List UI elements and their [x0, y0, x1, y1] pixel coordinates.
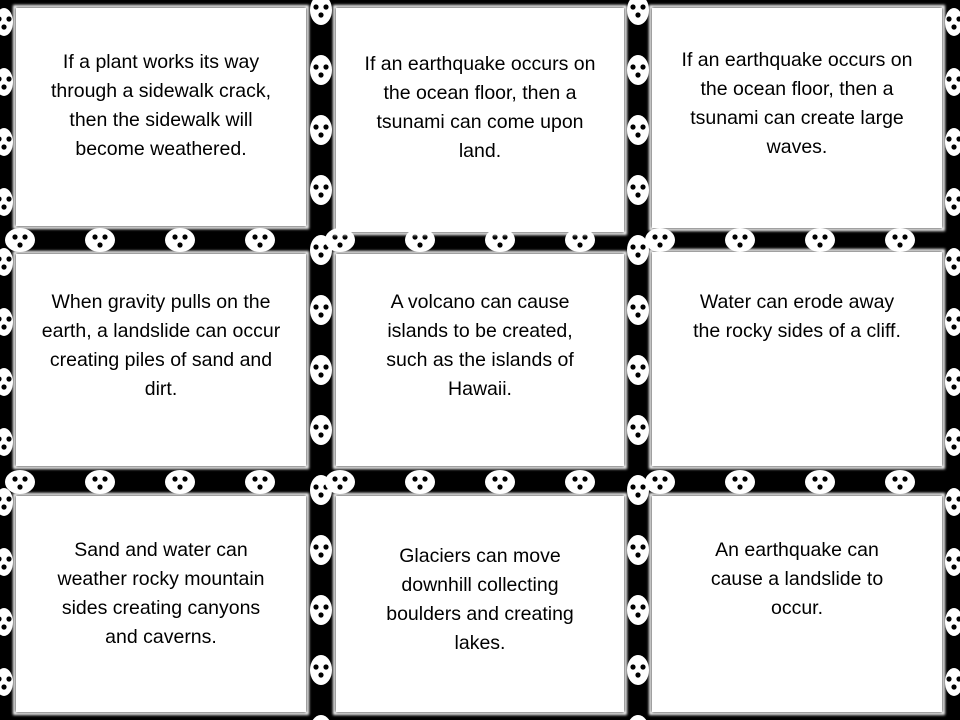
puff-eye [318, 492, 323, 497]
horizontal-gutter-puff [645, 228, 675, 252]
puff-eye [6, 316, 11, 321]
puff-eye [502, 234, 507, 239]
puff-eye [318, 192, 323, 197]
puff-eye [1, 24, 6, 29]
vertical-gutter-puff [310, 55, 332, 85]
puff-eye [497, 242, 502, 247]
puff-eye [951, 444, 956, 449]
puff-eye [323, 604, 328, 609]
puff-eye [951, 24, 956, 29]
puff-eye [630, 364, 635, 369]
puff-eye [635, 132, 640, 137]
puff-eye [812, 234, 817, 239]
puff-eye [630, 64, 635, 69]
puff-eye [630, 544, 635, 549]
puff-eye [412, 234, 417, 239]
puff-eye [262, 234, 267, 239]
puff-eye [102, 234, 107, 239]
vertical-gutter-puff [310, 355, 332, 385]
puff-eye [742, 234, 747, 239]
puff-eye [323, 124, 328, 129]
puff-eye [323, 4, 328, 9]
card-text: Sand and water can weather rocky mountain sides creating canyons and caverns. [57, 539, 265, 648]
horizontal-gutter-puff [405, 470, 435, 494]
vertical-gutter-puff [310, 295, 332, 325]
vertical-gutter-puff [627, 595, 649, 625]
puff-eye [630, 304, 635, 309]
puff-eye [313, 364, 318, 369]
vertical-gutter-puff [310, 535, 332, 565]
puff-eye [946, 256, 951, 261]
puff-eye [630, 484, 635, 489]
puff-eye [640, 304, 645, 309]
puff-eye [262, 476, 267, 481]
puff-eye [630, 424, 635, 429]
puff-eye [313, 4, 318, 9]
puff-eye [417, 484, 422, 489]
vertical-gutter-puff [627, 115, 649, 145]
puff-eye [817, 242, 822, 247]
puff-eye [951, 204, 956, 209]
card-text: If an earthquake occurs on the ocean floor, then a tsunami can come upon land. [364, 53, 596, 162]
puff-eye [313, 244, 318, 249]
puff-eye [640, 64, 645, 69]
puff-eye [6, 676, 11, 681]
puff-eye [313, 304, 318, 309]
puff-eye [313, 664, 318, 669]
puff-eye [822, 234, 827, 239]
puff-eye [1, 324, 6, 329]
puff-eye [572, 476, 577, 481]
puff-eye [662, 234, 667, 239]
horizontal-gutter-puff [725, 228, 755, 252]
puff-eye [951, 504, 956, 509]
puff-eye [732, 234, 737, 239]
puff-eye [662, 476, 667, 481]
puff-eye [6, 376, 11, 381]
puff-eye [337, 484, 342, 489]
puff-eye [630, 184, 635, 189]
vertical-gutter-puff [627, 175, 649, 205]
puff-eye [318, 672, 323, 677]
puff-eye [640, 664, 645, 669]
puff-eye [577, 242, 582, 247]
puff-eye [635, 492, 640, 497]
puff-eye [946, 556, 951, 561]
puff-eye [951, 144, 956, 149]
puff-eye [640, 484, 645, 489]
puff-eye [946, 16, 951, 21]
horizontal-gutter-puff [645, 470, 675, 494]
puff-eye [6, 436, 11, 441]
vertical-gutter-puff [310, 115, 332, 145]
puff-eye [6, 616, 11, 621]
card-text: An earthquake can cause a landslide to occur. [710, 539, 884, 619]
puff-eye [182, 476, 187, 481]
puff-eye [946, 136, 951, 141]
puff-eye [337, 242, 342, 247]
puff-eye [635, 12, 640, 17]
puff-eye [946, 496, 951, 501]
puff-eye [318, 612, 323, 617]
puff-eye [318, 12, 323, 17]
puff-eye [652, 234, 657, 239]
vertical-gutter-puff [627, 55, 649, 85]
puff-eye [1, 384, 6, 389]
puff-eye [313, 544, 318, 549]
puff-eye [422, 476, 427, 481]
puff-eye [630, 4, 635, 9]
puff-eye [630, 604, 635, 609]
puff-eye [252, 234, 257, 239]
task-card-3 [652, 8, 942, 228]
puff-eye [946, 196, 951, 201]
puff-eye [635, 612, 640, 617]
puff-eye [318, 432, 323, 437]
puff-eye [6, 76, 11, 81]
puff-eye [323, 544, 328, 549]
puff-eye [630, 244, 635, 249]
puff-eye [946, 316, 951, 321]
horizontal-gutter-puff [565, 470, 595, 494]
puff-eye [946, 76, 951, 81]
puff-eye [6, 496, 11, 501]
puff-eye [17, 242, 22, 247]
vertical-gutter-puff [627, 655, 649, 685]
puff-eye [577, 484, 582, 489]
puff-eye [951, 384, 956, 389]
puff-eye [635, 552, 640, 557]
vertical-gutter-puff [310, 655, 332, 685]
puff-eye [946, 436, 951, 441]
puff-eye [323, 664, 328, 669]
puff-eye [640, 4, 645, 9]
puff-eye [6, 136, 11, 141]
horizontal-gutter-puff [885, 470, 915, 494]
puff-eye [318, 72, 323, 77]
puff-eye [313, 64, 318, 69]
puff-eye [897, 242, 902, 247]
puff-eye [1, 564, 6, 569]
horizontal-gutter-puff [805, 470, 835, 494]
puff-eye [582, 476, 587, 481]
puff-eye [257, 484, 262, 489]
card-text: If a plant works its way through a sidewalk crack, then the sidewalk will become weathered. [50, 51, 272, 160]
horizontal-gutter-puff [5, 470, 35, 494]
puff-eye [1, 144, 6, 149]
card-text: If an earthquake occurs on the ocean floor, then a tsunami can create large waves. [681, 49, 913, 158]
puff-eye [635, 192, 640, 197]
puff-eye [172, 476, 177, 481]
puff-eye [6, 556, 11, 561]
horizontal-gutter-puff [885, 228, 915, 252]
puff-eye [412, 476, 417, 481]
puff-eye [252, 476, 257, 481]
puff-eye [951, 624, 956, 629]
puff-eye [640, 424, 645, 429]
puff-eye [640, 244, 645, 249]
puff-eye [1, 84, 6, 89]
puff-eye [640, 544, 645, 549]
puff-eye [92, 234, 97, 239]
card-text: A volcano can cause islands to be created, such as the islands of Hawaii. [386, 291, 574, 400]
puff-eye [737, 242, 742, 247]
puff-eye [582, 234, 587, 239]
puff-eye [12, 476, 17, 481]
horizontal-gutter-puff [165, 470, 195, 494]
puff-eye [817, 484, 822, 489]
puff-eye [172, 234, 177, 239]
puff-eye [1, 264, 6, 269]
puff-eye [92, 476, 97, 481]
puff-eye [902, 476, 907, 481]
vertical-gutter-puff [310, 175, 332, 205]
puff-eye [1, 684, 6, 689]
puff-eye [892, 234, 897, 239]
puff-eye [737, 484, 742, 489]
puff-eye [497, 484, 502, 489]
puff-eye [640, 604, 645, 609]
puff-eye [422, 234, 427, 239]
puff-eye [323, 64, 328, 69]
puff-eye [313, 184, 318, 189]
vertical-gutter-puff [310, 415, 332, 445]
card-text: Glaciers can move downhill collecting boulders and creating lakes. [386, 545, 574, 654]
puff-eye [635, 72, 640, 77]
horizontal-gutter-puff [325, 470, 355, 494]
puff-eye [946, 376, 951, 381]
task-card-4 [16, 254, 306, 466]
puff-eye [635, 432, 640, 437]
puff-eye [951, 264, 956, 269]
puff-eye [97, 242, 102, 247]
puff-eye [742, 476, 747, 481]
puff-eye [897, 484, 902, 489]
puff-eye [657, 242, 662, 247]
card-text: Water can erode away the rocky sides of a cliff. [693, 291, 901, 342]
puff-eye [323, 364, 328, 369]
puff-eye [657, 484, 662, 489]
task-card-1 [16, 8, 306, 226]
puff-eye [97, 484, 102, 489]
puff-eye [342, 234, 347, 239]
puff-eye [635, 372, 640, 377]
puff-eye [951, 84, 956, 89]
puff-eye [652, 476, 657, 481]
puff-eye [417, 242, 422, 247]
puff-eye [318, 132, 323, 137]
puff-eye [318, 372, 323, 377]
puff-eye [6, 16, 11, 21]
vertical-gutter-puff [627, 415, 649, 445]
puff-eye [313, 124, 318, 129]
puff-eye [313, 424, 318, 429]
horizontal-gutter-puff [5, 228, 35, 252]
vertical-gutter-puff [627, 295, 649, 325]
card-text: When gravity pulls on the earth, a landslide can occur creating piles of sand and dirt. [41, 291, 281, 400]
puff-eye [492, 476, 497, 481]
task-card-5 [336, 254, 624, 466]
puff-eye [323, 184, 328, 189]
horizontal-gutter-puff [165, 228, 195, 252]
puff-eye [640, 184, 645, 189]
puff-eye [635, 312, 640, 317]
puff-eye [257, 242, 262, 247]
puff-eye [313, 604, 318, 609]
puff-eye [630, 124, 635, 129]
task-card-2 [336, 8, 624, 232]
puff-eye [812, 476, 817, 481]
task-card-7 [16, 496, 306, 712]
puff-eye [732, 476, 737, 481]
puff-eye [318, 552, 323, 557]
puff-eye [1, 504, 6, 509]
puff-eye [313, 484, 318, 489]
puff-eye [951, 564, 956, 569]
puff-eye [6, 196, 11, 201]
vertical-gutter-puff [627, 355, 649, 385]
puff-eye [177, 484, 182, 489]
puff-eye [892, 476, 897, 481]
horizontal-gutter-puff [85, 470, 115, 494]
puff-eye [318, 312, 323, 317]
horizontal-gutter-puff [85, 228, 115, 252]
puff-eye [572, 234, 577, 239]
puff-eye [12, 234, 17, 239]
puff-eye [6, 256, 11, 261]
puff-eye [332, 234, 337, 239]
puff-eye [332, 476, 337, 481]
puff-eye [640, 124, 645, 129]
horizontal-gutter-puff [245, 228, 275, 252]
task-card-6 [652, 252, 942, 466]
horizontal-gutter-puff [805, 228, 835, 252]
puff-eye [1, 204, 6, 209]
puff-eye [630, 664, 635, 669]
puff-eye [182, 234, 187, 239]
puff-eye [102, 476, 107, 481]
puff-eye [635, 252, 640, 257]
puff-eye [1, 624, 6, 629]
horizontal-gutter-puff [485, 470, 515, 494]
task-card-8 [336, 496, 624, 712]
horizontal-gutter-puff [725, 470, 755, 494]
puff-eye [640, 364, 645, 369]
task-card-9 [652, 496, 942, 712]
horizontal-gutter-puff [245, 470, 275, 494]
puff-eye [323, 304, 328, 309]
vertical-gutter-puff [627, 535, 649, 565]
puff-eye [1, 444, 6, 449]
puff-eye [22, 234, 27, 239]
puff-eye [177, 242, 182, 247]
puff-eye [902, 234, 907, 239]
puff-eye [822, 476, 827, 481]
puff-eye [946, 616, 951, 621]
puff-eye [323, 424, 328, 429]
puff-eye [342, 476, 347, 481]
puff-eye [951, 324, 956, 329]
puff-eye [635, 672, 640, 677]
puff-eye [502, 476, 507, 481]
vertical-gutter-puff [310, 595, 332, 625]
puff-eye [22, 476, 27, 481]
puff-eye [946, 676, 951, 681]
puff-eye [492, 234, 497, 239]
puff-eye [318, 252, 323, 257]
puff-eye [951, 684, 956, 689]
puff-eye [17, 484, 22, 489]
